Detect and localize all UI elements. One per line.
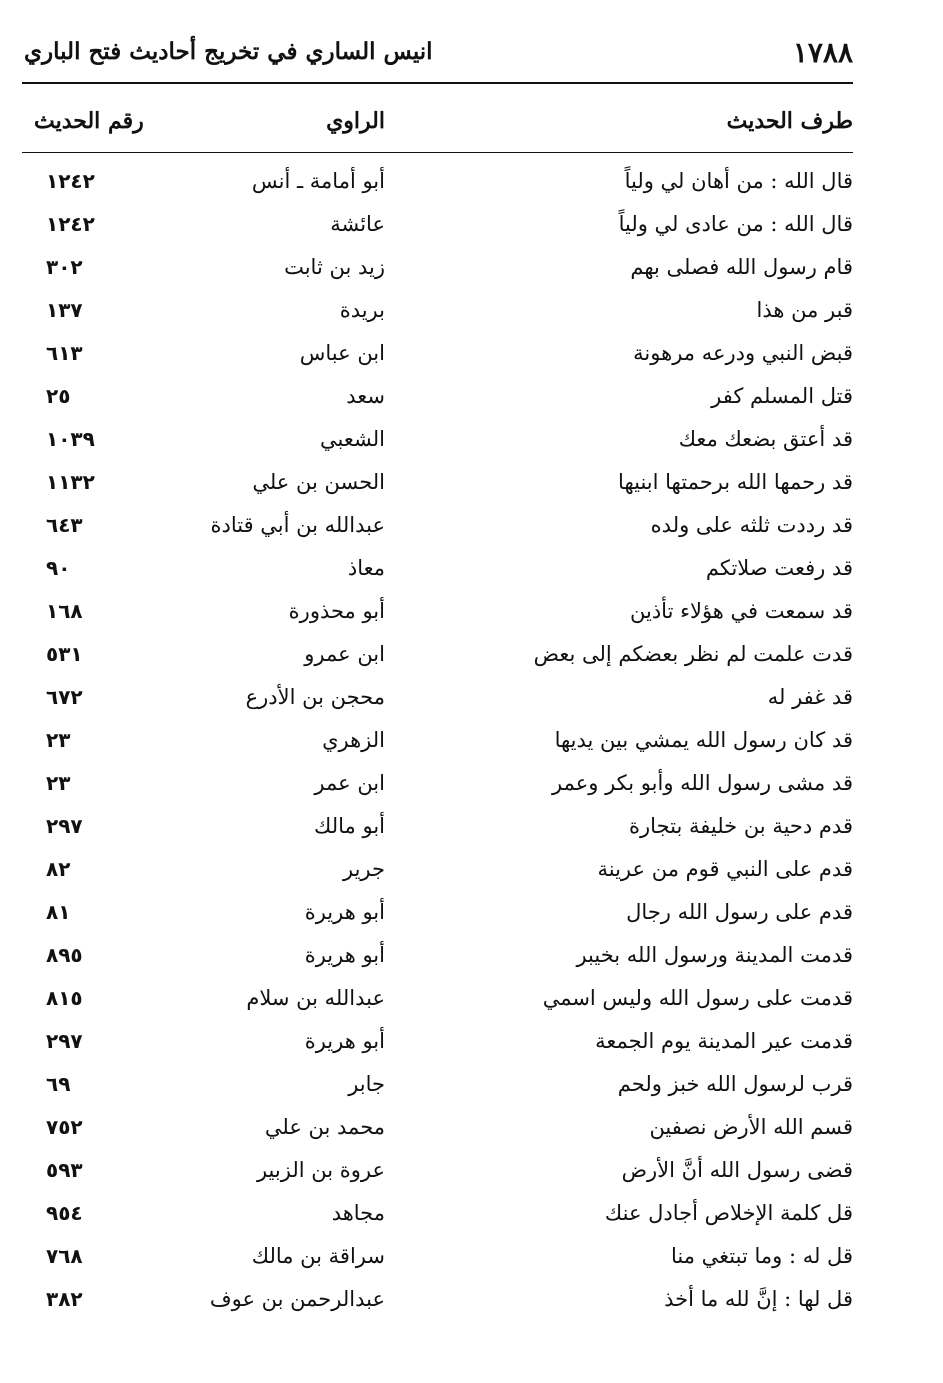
hadith-text: قسم الله الأرض نصفين [649,1115,853,1139]
page-number: ١٧٨٨ [792,36,853,69]
hadith-number: ٨١٥ [46,986,83,1010]
hadith-number: ٦١٣ [46,341,83,365]
narrator-name: أبو محذورة [288,599,385,623]
hadith-text: قد سمعت في هؤلاء تأذين [630,599,853,623]
table-row [24,891,853,934]
narrator-name: ابن عمرو [304,642,385,666]
hadith-text: قدمت على رسول الله وليس اسمي [542,986,853,1010]
hadith-text: قدت علمت لم نظر بعضكم إلى بعض [533,642,853,666]
hadith-number: ٨٩٥ [46,943,83,967]
narrator-name: سعد [346,384,385,408]
table-row [24,590,853,633]
narrator-name: أبو هريرة [304,943,385,967]
hadith-number: ٩٥٤ [46,1201,83,1225]
column-header-hadith: طرف الحديث [726,108,853,134]
table-row [24,848,853,891]
hadith-number: ٢٩٧ [46,814,83,838]
table-row [24,547,853,590]
narrator-name: مجاهد [331,1201,385,1225]
narrator-name: أبو أمامة ـ أنس [251,169,385,193]
hadith-text: قدمت المدينة ورسول الله بخيبر [576,943,853,967]
hadith-text: قدم على رسول الله رجال [626,900,853,924]
hadith-text: قد رددت ثلثه على ولده [650,513,853,537]
table-row [24,633,853,676]
narrator-name: عائشة [330,212,385,236]
hadith-number: ٦٩ [46,1072,71,1096]
hadith-text: قال الله : من أهان لي ولياً [624,169,853,193]
table-row [24,1192,853,1235]
table-row [24,934,853,977]
table-row [24,160,853,203]
table-row [24,246,853,289]
column-header-narrator: الراوي [326,108,385,134]
hadith-text: قد رفعت صلاتكم [705,556,853,580]
narrator-name: الحسن بن علي [252,470,385,494]
hadith-text: قرب لرسول الله خبز ولحم [617,1072,853,1096]
column-header-number: رقم الحديث [34,108,144,134]
hadith-text: قد أعتق بضعك معك [678,427,853,451]
hadith-number: ١٦٨ [46,599,83,623]
table-row [24,1063,853,1106]
table-row [24,719,853,762]
narrator-name: جابر [348,1072,385,1096]
narrator-name: محمد بن علي [264,1115,385,1139]
book-title: انيس الساري في تخريج أحاديث فتح الباري [24,38,433,65]
hadith-number: ٥٩٣ [46,1158,83,1182]
narrator-name: معاذ [347,556,385,580]
narrator-name: أبو مالك [314,814,385,838]
hadith-text: قد غفر له [767,685,853,709]
table-row [24,418,853,461]
table-row [24,1106,853,1149]
narrator-name: عبدالله بن سلام [246,986,385,1010]
hadith-number: ٢٣ [46,728,71,752]
hadith-number: ٦٧٢ [46,685,83,709]
hadith-number: ٣٠٢ [46,255,83,279]
hadith-text: قال الله : من عادى لي ولياً [618,212,853,236]
table-row [24,1020,853,1063]
index-table [24,160,853,1321]
hadith-text: قدمت عير المدينة يوم الجمعة [595,1029,853,1053]
hadith-number: ٣٨٢ [46,1287,83,1311]
hadith-text: قدم على النبي قوم من عرينة [597,857,853,881]
hadith-text: قد رحمها الله برحمتها ابنيها [618,470,853,494]
hadith-text: قدم دحية بن خليفة بتجارة [629,814,853,838]
table-row [24,332,853,375]
narrator-name: جرير [343,857,385,881]
hadith-number: ٢٥ [46,384,71,408]
table-row [24,375,853,418]
table-row [24,203,853,246]
table-row [24,762,853,805]
table-row [24,676,853,719]
hadith-number: ٢٣ [46,771,71,795]
hadith-text: قد مشى رسول الله وأبو بكر وعمر [552,771,853,795]
narrator-name: عروة بن الزبير [256,1158,385,1182]
hadith-text: قل لها : إنَّ لله ما أخذ [664,1287,853,1311]
hadith-text: قام رسول الله فصلى بهم [630,255,853,279]
hadith-number: ٥٣١ [46,642,83,666]
hadith-number: ٢٩٧ [46,1029,83,1053]
narrator-name: أبو هريرة [304,1029,385,1053]
hadith-number: ٧٦٨ [46,1244,83,1268]
table-row [24,461,853,504]
hadith-text: قل له : وما تبتغي منا [671,1244,853,1268]
hadith-text: قبر من هذا [756,298,853,322]
hadith-number: ١١٣٢ [46,470,95,494]
table-row [24,1235,853,1278]
narrator-name: عبدالرحمن بن عوف [209,1287,385,1311]
table-row [24,289,853,332]
narrator-name: سراقة بن مالك [251,1244,385,1268]
narrator-name: الزهري [322,728,385,752]
narrator-name: زيد بن ثابت [284,255,385,279]
hadith-number: ١٣٧ [46,298,83,322]
narrator-name: ابن عمر [314,771,385,795]
narrator-name: عبدالله بن أبي قتادة [210,513,385,537]
hadith-number: ٧٥٢ [46,1115,83,1139]
table-row [24,504,853,547]
hadith-text: قبض النبي ودرعه مرهونة [633,341,853,365]
hadith-text: قد كان رسول الله يمشي بين يديها [554,728,853,752]
hadith-text: قتل المسلم كفر [711,384,853,408]
running-header [24,36,853,76]
narrator-name: بريدة [339,298,385,322]
table-row [24,977,853,1020]
table-row [24,805,853,848]
narrator-name: محجن بن الأدرع [245,685,385,709]
hadith-number: ٨١ [46,900,71,924]
hadith-number: ١٢٤٢ [46,212,95,236]
hadith-number: ٩٠ [46,556,71,580]
hadith-text: قل كلمة الإخلاص أجادل عنك [604,1201,853,1225]
table-row [24,1278,853,1321]
hadith-number: ١٢٤٢ [46,169,95,193]
narrator-name: الشعبي [320,427,385,451]
hadith-number: ٨٢ [46,857,71,881]
narrator-name: أبو هريرة [304,900,385,924]
header-rule [22,82,853,84]
table-row [24,1149,853,1192]
hadith-text: قضى رسول الله أنَّ الأرض [621,1158,853,1182]
hadith-number: ٦٤٣ [46,513,83,537]
column-header-rule [22,152,853,153]
hadith-number: ١٠٣٩ [46,427,95,451]
narrator-name: ابن عباس [299,341,385,365]
column-headers [24,108,853,144]
